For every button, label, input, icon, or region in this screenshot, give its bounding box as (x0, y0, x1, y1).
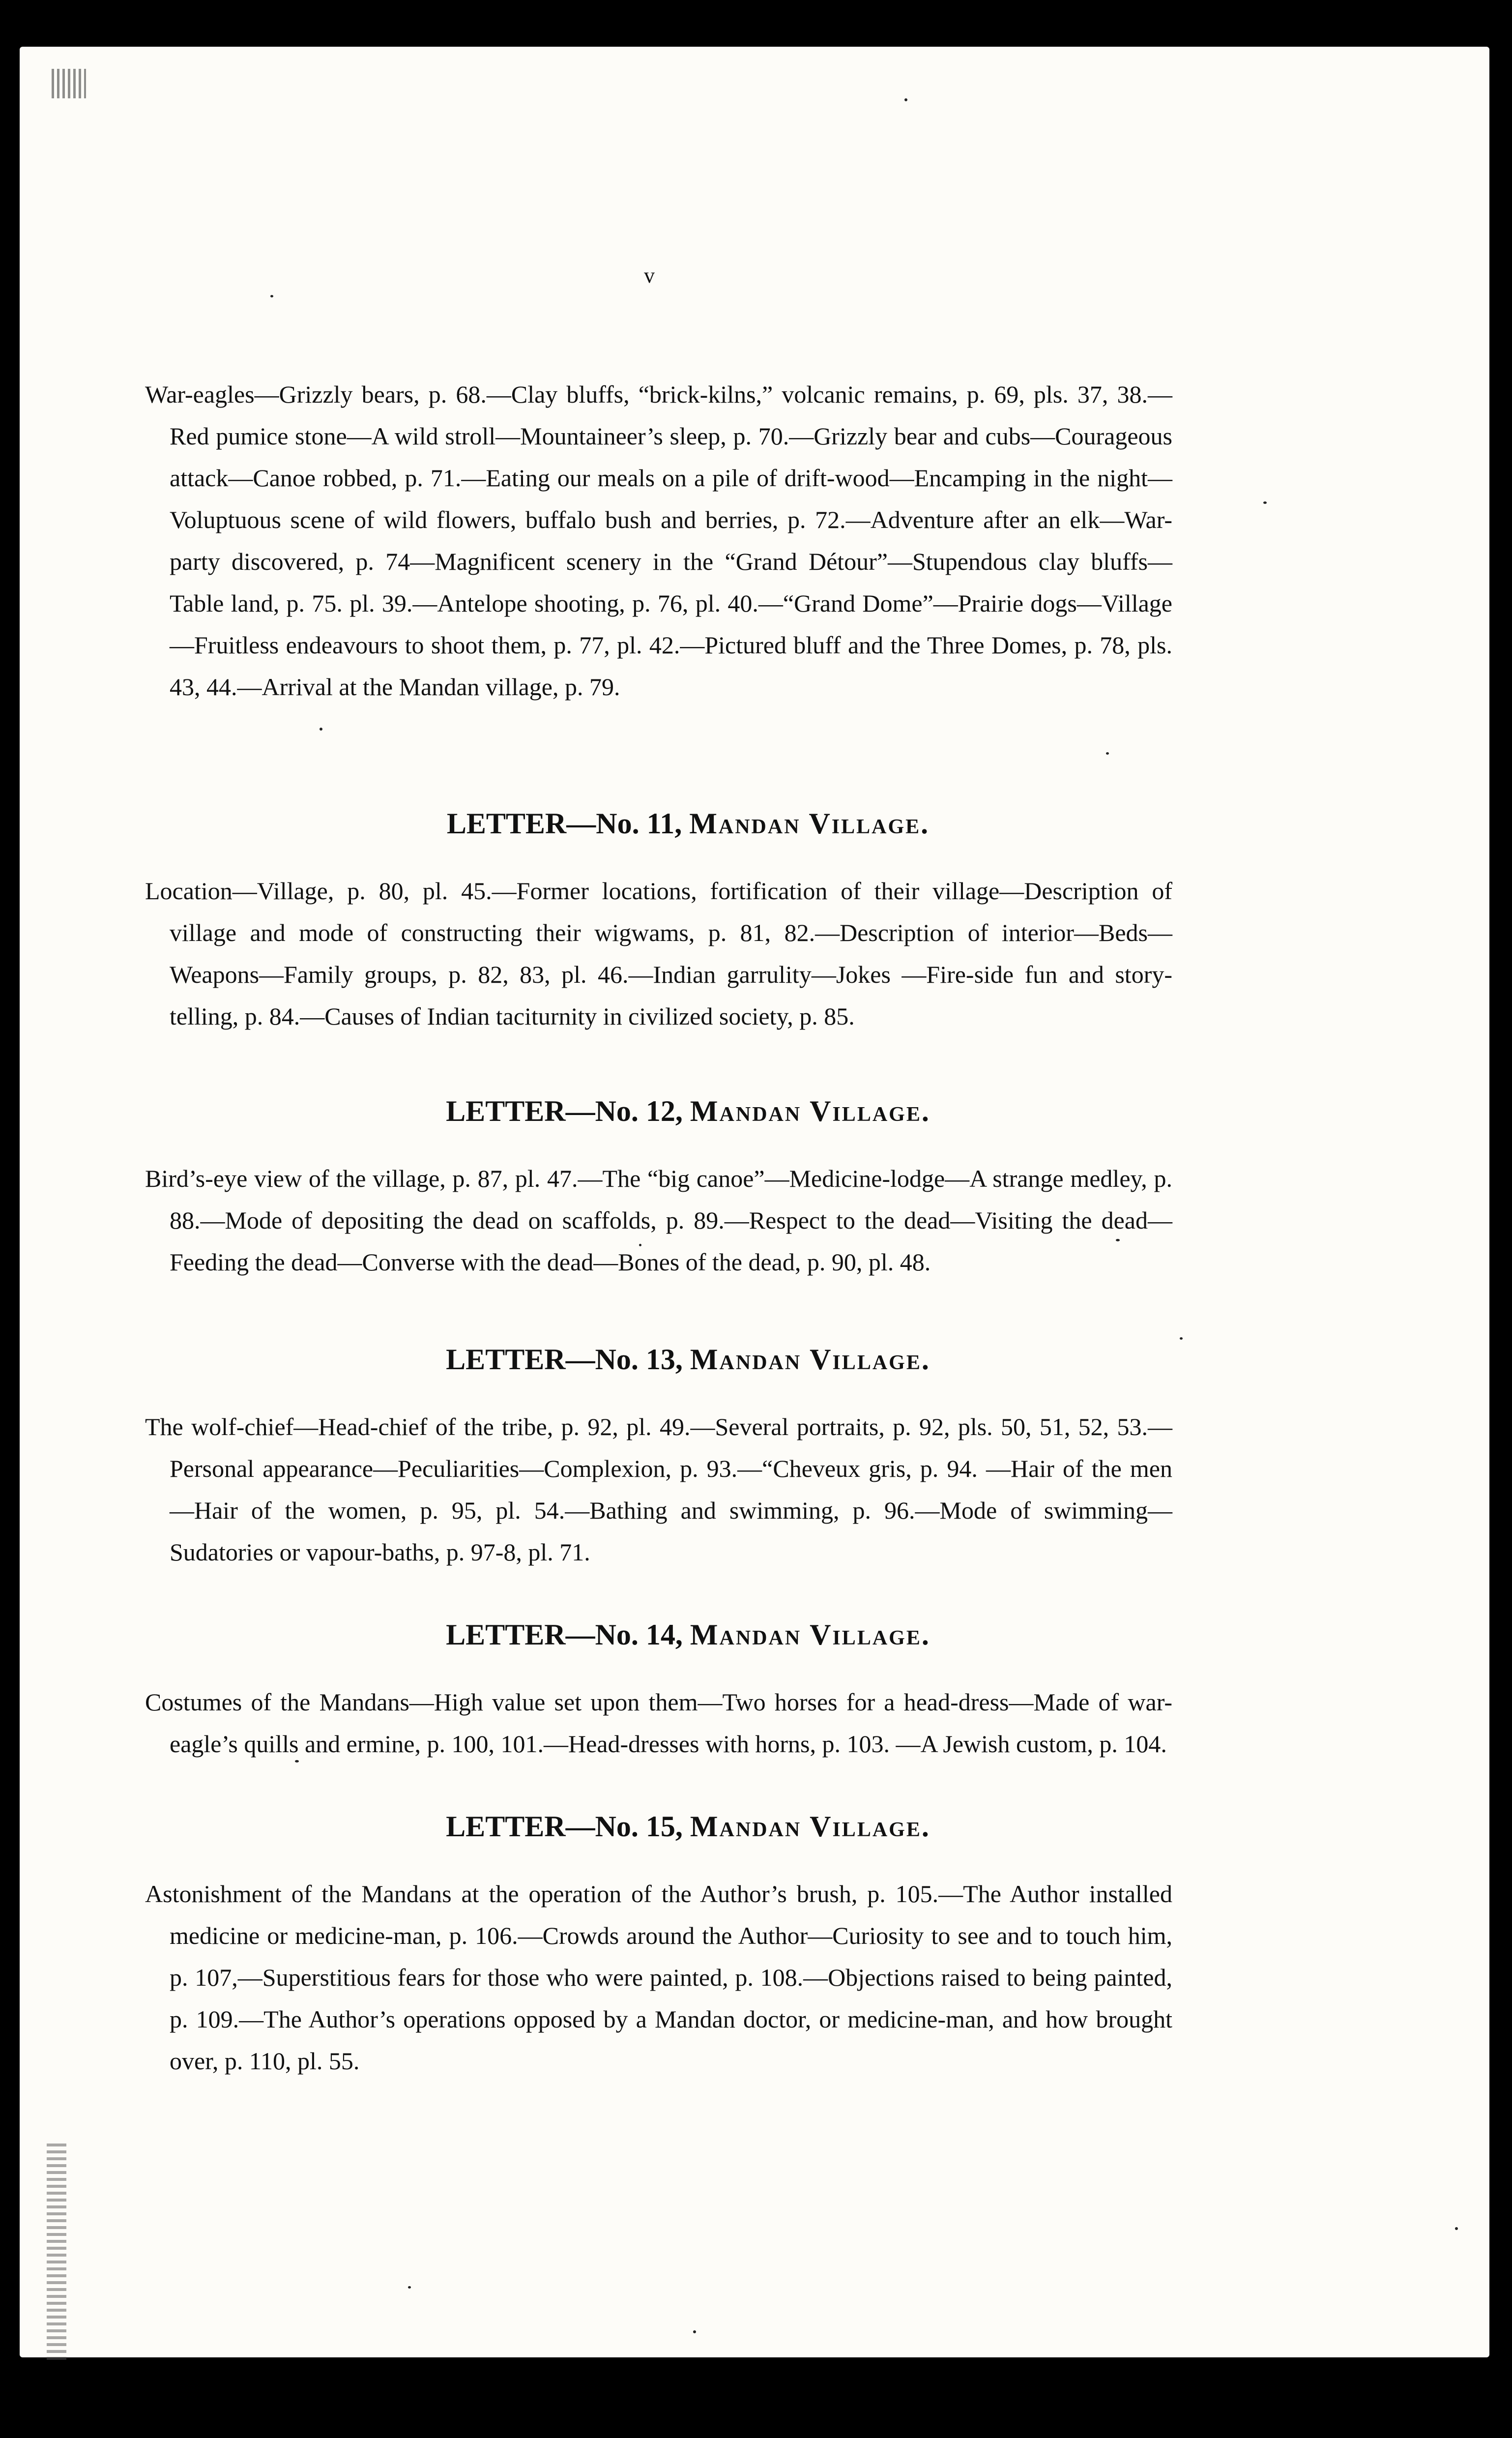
letter-summary: Costumes of the Mandans—High value set upon them—Two horses for a head-dress—Made of war-eagle’s quills and ermine, p. 100, 101.—Head-dresses with horns, p. 103. —A Jewish custom, p. 104. (145, 1688, 1172, 1758)
letter-heading (145, 1804, 1172, 1849)
letter-section-14 (145, 1613, 1172, 1765)
letter-section-13 (145, 1337, 1172, 1573)
letter-heading (145, 801, 1172, 846)
letter-section-12 (145, 1089, 1172, 1283)
letter-number: LETTER—No. 11, (446, 807, 682, 840)
letter-number: LETTER—No. 14, (446, 1618, 683, 1651)
letter-number: LETTER—No. 15, (446, 1810, 683, 1843)
letter-summary: Location—Village, p. 80, pl. 45.—Former locations, fortification of their village—Description of village and mode of constructing their wigwams, p. 81, 82.—Description of interior—Beds—Weapons—Family groups, p. 82, 83, pl. 46.—Indian garrulity—Jokes —Fire-side fun and story-telling, p. 84.—Causes of Indian taciturnity in civilized society, p. 85. (145, 877, 1172, 1030)
table-of-contents (145, 374, 1172, 2082)
letter-heading (145, 1089, 1172, 1133)
letter-place: Mandan Village. (690, 1095, 930, 1127)
binding-mark (52, 69, 86, 98)
letter-heading (145, 1337, 1172, 1381)
letter-place: Mandan Village. (690, 1810, 930, 1843)
letter-place: Mandan Village. (689, 807, 930, 840)
letter-number: LETTER—No. 13, (446, 1343, 683, 1376)
letter-summary: Astonishment of the Mandans at the operation of the Author’s brush, p. 105.—The Author installed medicine or medicine-man, p. 106.—Crowds around the Author—Curiosity to see and to touch him, p. 107,—Superstitious fears for those who were painted, p. 108.—Objections raised to being painted, p. 109.—The Author’s operations opposed by a Mandan doctor, or medicine-man, and how brought over, p. 110, pl. 55. (145, 1880, 1172, 2075)
letter-section-11 (145, 801, 1172, 1037)
letter-place: Mandan Village. (690, 1343, 930, 1376)
page-number: v (644, 264, 655, 288)
letter-number: LETTER—No. 12, (446, 1095, 683, 1127)
letter-summary: The wolf-chief—Head-chief of the tribe, p. 92, pl. 49.—Several portraits, p. 92, pls. 50, 51, 52, 53.—Personal appearance—Peculiarities—Complexion, p. 93.—“Cheveux gris, p. 94. —Hair of the men—Hair of the women, p. 95, pl. 54.—Bathing and swimming, p. 96.—Mode of swimming—Sudatories or vapour-baths, p. 97-8, pl. 71. (145, 1413, 1172, 1566)
letter-heading (145, 1613, 1172, 1657)
page-edge-speckle (47, 2144, 66, 2360)
continued-summary-paragraph: War-eagles—Grizzly bears, p. 68.—Clay bluffs, “brick-kilns,” volcanic remains, p. 69, pls. 37, 38.—Red pumice stone—A wild stroll—Mountaineer’s sleep, p. 70.—Grizzly bear and cubs—Courageous attack—Canoe robbed, p. 71.—Eating our meals on a pile of drift-wood—Encamping in the night—Voluptuous scene of wild flowers, buffalo bush and berries, p. 72.—Adventure after an elk—War-party discovered, p. 74—Magnificent scenery in the “Grand Détour”—Stupendous clay bluffs—Table land, p. 75. pl. 39.—Antelope shooting, p. 76, pl. 40.—“Grand Dome”—Prairie dogs—Village—Fruitless endeavours to shoot them, p. 77, pl. 42.—Pictured bluff and the Three Domes, p. 78, pls. 43, 44.—Arrival at the Mandan village, p. 79. (145, 381, 1172, 701)
letter-summary: Bird’s-eye view of the village, p. 87, pl. 47.—The “big canoe”—Medicine-lodge—A strange medley, p. 88.—Mode of depositing the dead on scaffolds, p. 89.—Respect to the dead—Visiting the dead—Feeding the dead—Converse with the dead—Bones of the dead, p. 90, pl. 48. (145, 1165, 1172, 1276)
letter-place: Mandan Village. (690, 1618, 930, 1651)
letter-section-15 (145, 1804, 1172, 2082)
